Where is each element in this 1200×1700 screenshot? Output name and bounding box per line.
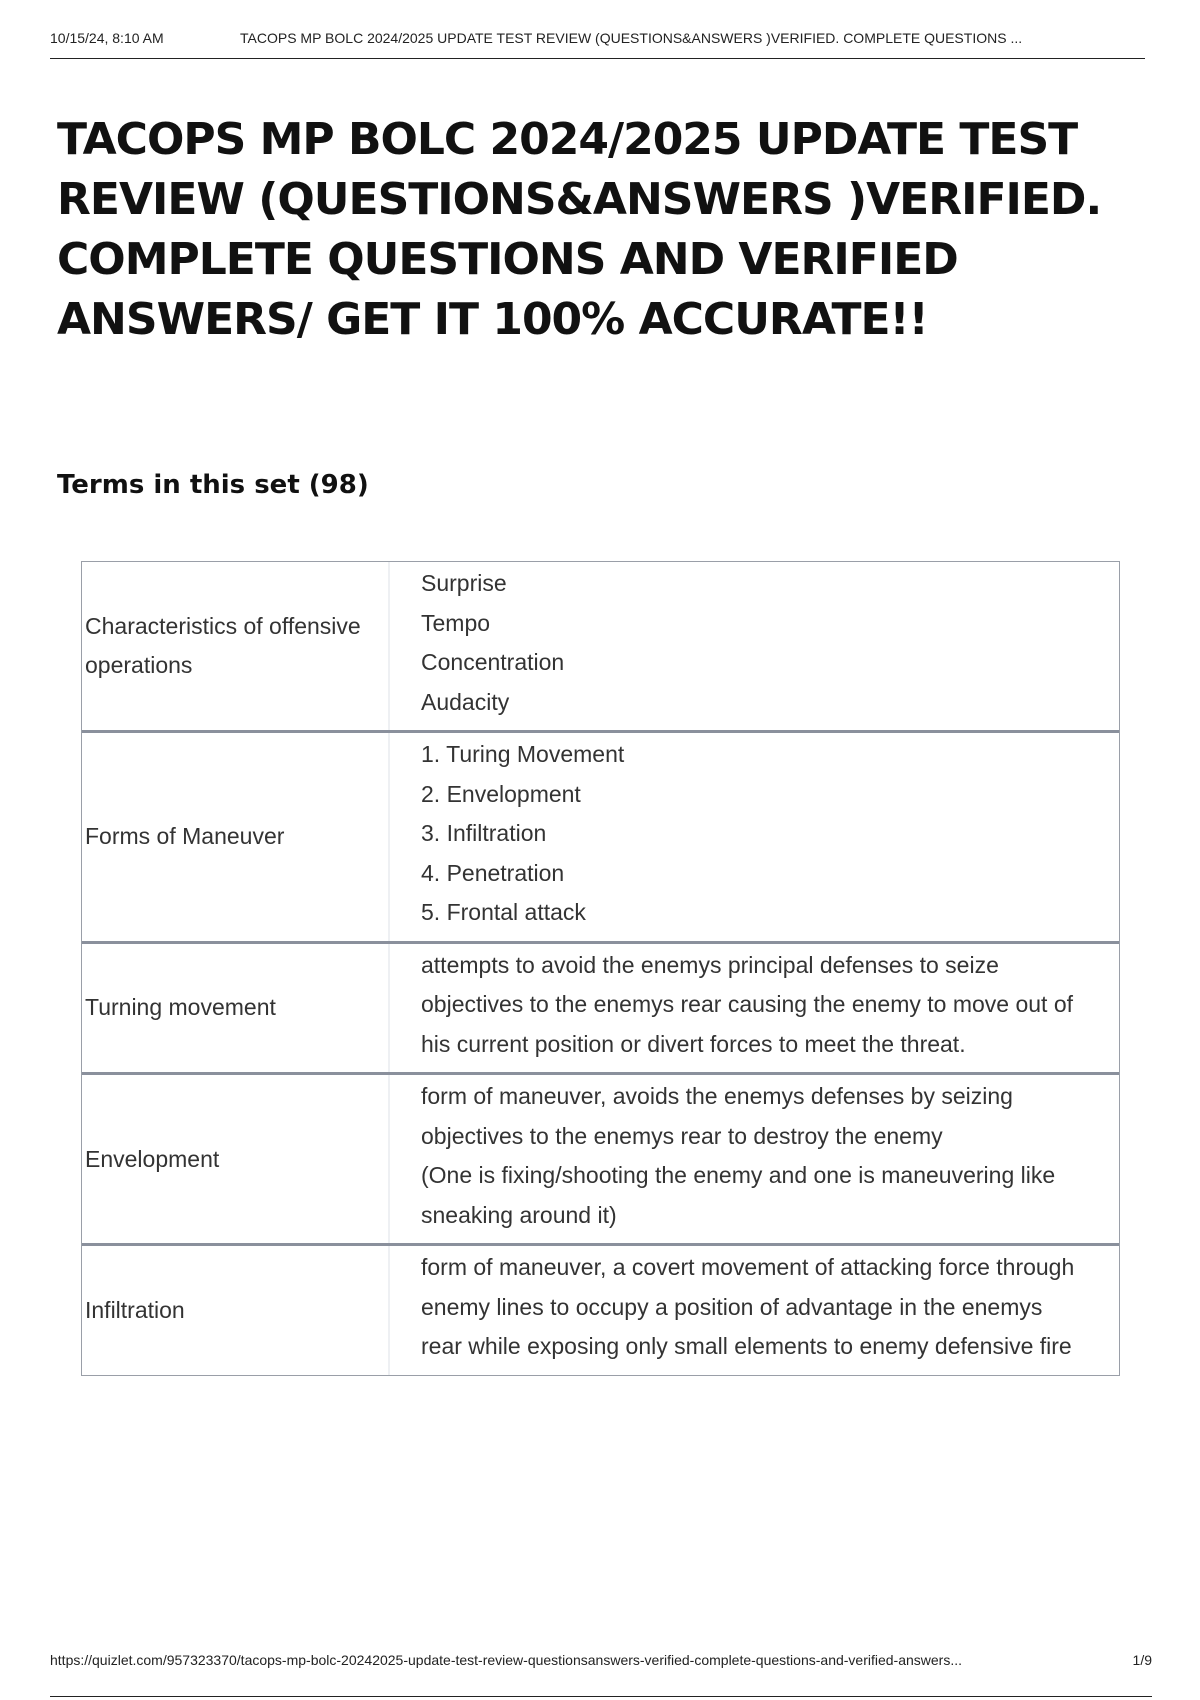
term-word: Characteristics of offensive operations	[82, 562, 390, 730]
print-header	[50, 28, 1145, 59]
page-number: 1/9	[1132, 1652, 1152, 1668]
term-row	[82, 562, 1119, 733]
term-word: Turning movement	[82, 944, 390, 1073]
print-doc-title: TACOPS MP BOLC 2024/2025 UPDATE TEST REVIEW (QUESTIONS&ANSWERS )VERIFIED. COMPLETE QUESTIONS ...	[240, 30, 1023, 46]
term-word: Forms of Maneuver	[82, 733, 390, 941]
term-definition: 1. Turing Movement 2. Envelopment 3. Infiltration 4. Penetration 5. Frontal attack	[421, 741, 625, 925]
term-definition: attempts to avoid the enemys principal defenses to seize objectives to the enemys rear causing the enemy to move out of his current position or divert forces to meet the threat.	[421, 951, 1074, 1057]
term-row	[82, 1246, 1119, 1375]
print-url: https://quizlet.com/957323370/tacops-mp-bolc-20242025-update-test-review-questionsanswers-verified-complete-questions-and-verified-answers...	[50, 1652, 963, 1668]
term-row	[82, 733, 1119, 944]
print-footer	[50, 1640, 1152, 1697]
term-definition: form of maneuver, a covert movement of attacking force through enemy lines to occupy a position of advantage in the enemys rear while exposing only small elements to enemy defensive fire	[421, 1254, 1075, 1359]
term-definition: form of maneuver, avoids the enemys defenses by seizing objectives to the enemys rear to destroy the enemy (One is fixing/shooting the enemy and one is maneuvering like sneaking around it)	[421, 1083, 1056, 1228]
terms-table	[81, 561, 1120, 1376]
term-row	[82, 944, 1119, 1076]
print-date: 10/15/24, 8:10 AM	[50, 30, 164, 46]
term-word: Envelopment	[82, 1075, 390, 1243]
page-title: TACOPS MP BOLC 2024/2025 UPDATE TEST REVIEW (QUESTIONS&ANSWERS )VERIFIED. COMPLETE QUESTIONS AND VERIFIED ANSWERS/ GET IT 100% ACCURATE!!	[57, 114, 1102, 345]
terms-set-heading: Terms in this set (98)	[57, 470, 369, 500]
term-row	[82, 1075, 1119, 1246]
term-word: Infiltration	[82, 1246, 390, 1375]
term-definition: Surprise Tempo Concentration Audacity	[421, 570, 565, 715]
